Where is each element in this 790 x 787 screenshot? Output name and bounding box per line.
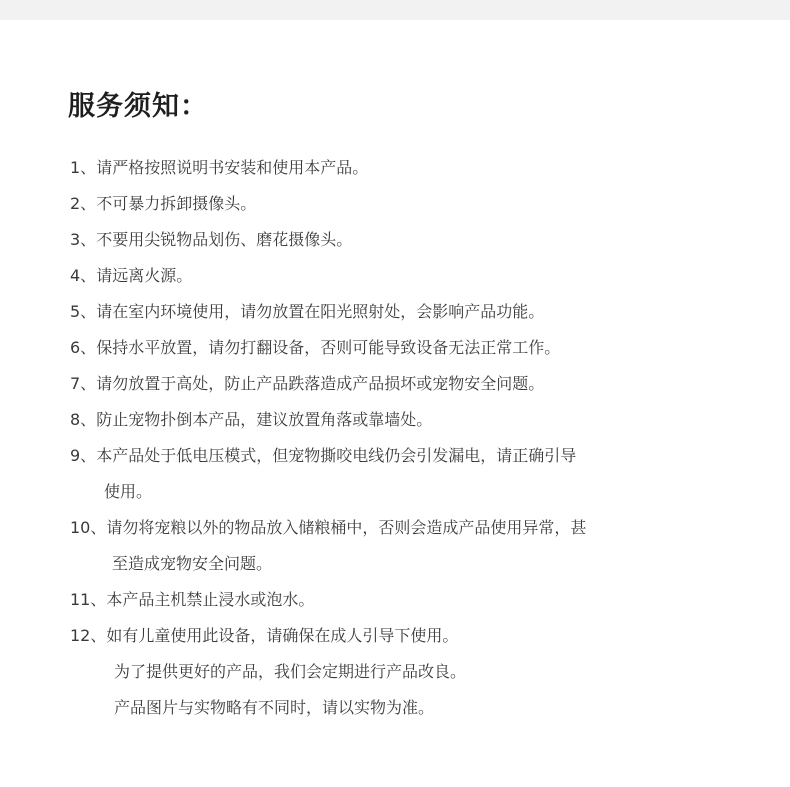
item-number: 1、 [70,158,97,177]
item-number: 5、 [70,302,97,321]
item-text: 请严格按照说明书安装和使用本产品。 [96,158,369,177]
item-number: 7、 [70,374,97,393]
note-line: 为了提供更好的产品，我们会定期进行产品改良。 [114,662,467,681]
list-item [70,222,770,258]
item-number: 10、 [70,518,107,537]
list-item [70,618,770,654]
list-item [70,366,770,402]
item-text: 不要用尖锐物品划伤、磨花摄像头。 [96,230,353,249]
item-number: 9、 [70,446,97,465]
item-text: 不可暴力拆卸摄像头。 [96,194,257,213]
item-number: 11、 [70,590,107,609]
item-number: 6、 [70,338,97,357]
item-text: 请勿将宠粮以外的物品放入储粮桶中，否则会造成产品使用异常，甚 [106,518,587,537]
list-item [70,330,770,366]
item-number: 2、 [70,194,97,213]
page-title: 服务须知： [68,91,208,122]
list-item [70,294,770,330]
list-item [70,510,770,546]
item-text: 防止宠物扑倒本产品，建议放置角落或靠墙处。 [96,410,433,429]
item-text: 请勿放置于高处，防止产品跌落造成产品损坏或宠物安全问题。 [96,374,545,393]
list-item [70,258,770,294]
item-number: 8、 [70,410,97,429]
item-number: 4、 [70,266,97,285]
list-item [70,582,770,618]
list-item [70,402,770,438]
item-text: 如有儿童使用此设备，请确保在成人引导下使用。 [106,626,459,645]
note-line: 产品图片与实物略有不同时，请以实物为准。 [114,698,435,717]
item-text: 本产品处于低电压模式，但宠物撕咬电线仍会引发漏电，请正确引导 [96,446,577,465]
item-text: 本产品主机禁止浸水或泡水。 [106,590,315,609]
item-text: 保持水平放置，请勿打翻设备，否则可能导致设备无法正常工作。 [96,338,561,357]
item-text: 请远离火源。 [96,266,193,285]
item-text: 请在室内环境使用，请勿放置在阳光照射处，会影响产品功能。 [96,302,545,321]
notice-list [70,150,770,726]
item-number: 3、 [70,230,97,249]
item-continuation: 至造成宠物安全问题。 [112,554,273,573]
top-band [0,0,790,20]
item-number: 12、 [70,626,107,645]
list-item [70,186,770,222]
list-item [70,438,770,474]
list-item [70,150,770,186]
item-continuation: 使用。 [104,482,153,501]
